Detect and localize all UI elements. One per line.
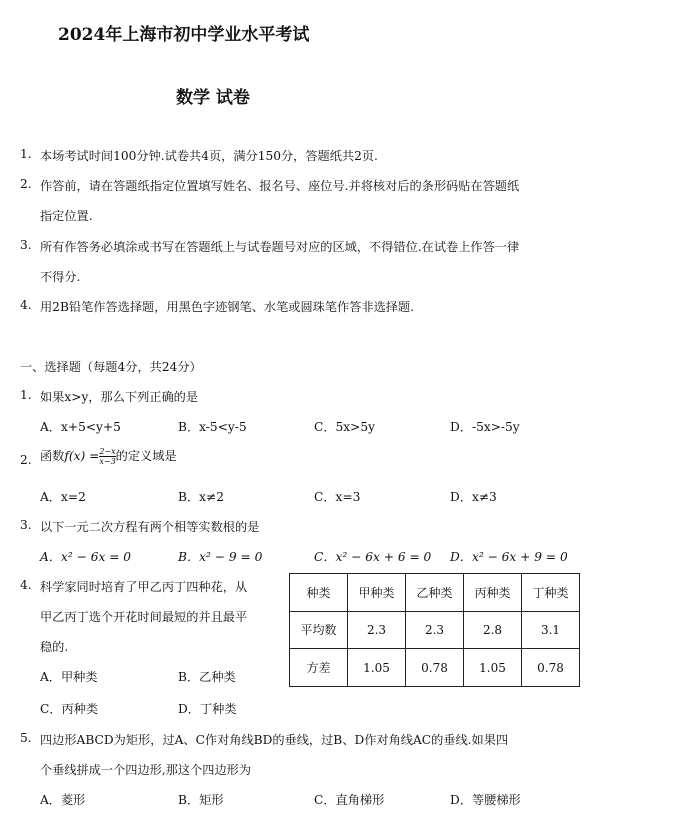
option-a: A．甲种类: [40, 670, 98, 684]
option-a: A．菱形: [40, 793, 86, 807]
note-number: 1.: [20, 147, 32, 161]
table-header-cell: 乙种类: [406, 574, 464, 612]
note-text: 所有作答务必填涂或书写在答题纸上与试卷题号对应的区域，不得错位.在试卷上作答一律: [40, 240, 520, 254]
function-expression: f(x) =: [64, 449, 100, 463]
option-d: D．丁种类: [178, 702, 237, 716]
table-header-cell: 丙种类: [464, 574, 522, 612]
table-cell: 平均数: [290, 611, 348, 649]
fraction: [99, 447, 115, 466]
table-cell: 2.3: [348, 611, 406, 649]
note-text: 不得分.: [40, 270, 81, 284]
section-heading: 一、选择题（每题4分，共24分）: [20, 360, 202, 374]
option-b: B．x-5<y-5: [178, 420, 247, 434]
note-text: 指定位置.: [40, 209, 93, 223]
table-cell: 0.78: [406, 649, 464, 687]
note-text: 作答前，请在答题纸指定位置填写姓名、报名号、座位号.并将核对后的条形码贴在答题纸: [40, 179, 520, 193]
table-cell: 1.05: [464, 649, 522, 687]
option-d: D．等腰梯形: [450, 793, 521, 807]
page-title: 2024年上海市初中学业水平考试: [58, 25, 310, 45]
question-stem: 如果x>y，那么下列正确的是: [40, 390, 199, 404]
question-number: 1.: [20, 388, 32, 402]
table-cell: 2.8: [464, 611, 522, 649]
table-row: [290, 649, 580, 687]
fraction-denominator: x−3: [99, 457, 116, 466]
page-subtitle: 数学 试卷: [176, 88, 250, 108]
table-cell: 0.78: [522, 649, 580, 687]
table-cell: 1.05: [348, 649, 406, 687]
fraction-numerator: 2−x: [99, 447, 116, 456]
table-header-cell: 种类: [290, 574, 348, 612]
note-number: 3.: [20, 238, 32, 252]
table-cell: 2.3: [406, 611, 464, 649]
question-stem: [40, 447, 177, 466]
flower-data-table: [289, 573, 580, 687]
option-c: C．x² − 6x + 6 = 0: [314, 550, 432, 564]
question-stem: 甲乙丙丁选个开花时间最短的并且最平: [40, 610, 248, 624]
note-number: 2.: [20, 177, 32, 191]
option-d: D．x² − 6x + 9 = 0: [450, 550, 568, 564]
stem-suffix: 的定义域是: [115, 449, 177, 463]
option-c: C．5x>5y: [314, 420, 375, 434]
question-number: 4.: [20, 578, 32, 592]
note-text: 本场考试时间100分钟.试卷共4页，满分150分，答题纸共2页.: [40, 149, 378, 163]
note-number: 4.: [20, 298, 32, 312]
question-number: 2.: [20, 453, 32, 467]
table-header-row: [290, 574, 580, 612]
question-stem: 稳的.: [40, 640, 69, 654]
option-b: B．x² − 9 = 0: [178, 550, 263, 564]
option-a: A．x² − 6x = 0: [40, 550, 132, 564]
option-d: D．x≠3: [450, 490, 497, 504]
table-cell: 方差: [290, 649, 348, 687]
option-c: C．x=3: [314, 490, 361, 504]
question-number: 3.: [20, 518, 32, 532]
question-stem: 个垂线拼成一个四边形,那这个四边形为: [40, 763, 252, 777]
option-a: A．x+5<y+5: [40, 420, 121, 434]
table-header-cell: 甲种类: [348, 574, 406, 612]
question-number: 5.: [20, 731, 32, 745]
table-row: [290, 611, 580, 649]
option-a: A．x=2: [40, 490, 86, 504]
table-header-cell: 丁种类: [522, 574, 580, 612]
option-b: B．x≠2: [178, 490, 224, 504]
option-d: D．-5x>-5y: [450, 420, 520, 434]
question-stem: 四边形ABCD为矩形，过A、C作对角线BD的垂线，过B、D作对角线AC的垂线.如果四: [40, 733, 509, 747]
option-c: C．直角梯形: [314, 793, 385, 807]
question-stem: 以下一元二次方程有两个相等实数根的是: [40, 520, 260, 534]
option-b: B．乙种类: [178, 670, 236, 684]
table-cell: 3.1: [522, 611, 580, 649]
stem-prefix: 函数: [40, 449, 65, 463]
question-stem: 科学家同时培育了甲乙丙丁四种花，从: [40, 580, 248, 594]
option-b: B．矩形: [178, 793, 224, 807]
note-text: 用2B铅笔作答选择题，用黑色字迹钢笔、水笔或圆珠笔作答非选择题.: [40, 300, 415, 314]
option-c: C．丙种类: [40, 702, 99, 716]
